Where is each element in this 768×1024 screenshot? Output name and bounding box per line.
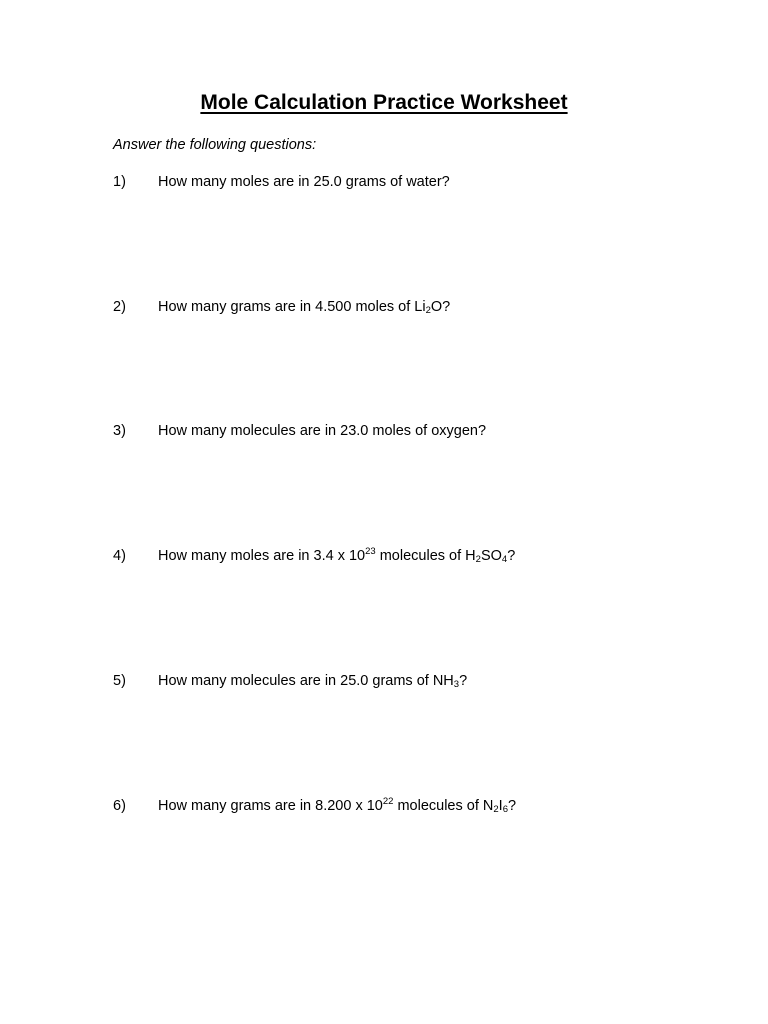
question-text-segment: ?: [459, 673, 468, 689]
question-number: 1): [113, 174, 126, 190]
question-text: [158, 174, 450, 190]
superscript: 22: [382, 796, 394, 807]
question-text: [158, 548, 515, 564]
question-text: [158, 423, 486, 439]
question-text-segment: How many molecules are in 25.0 grams of NH: [158, 673, 454, 689]
subscript: 2: [425, 305, 431, 316]
question-2: [113, 298, 450, 316]
question-number: 5): [113, 673, 126, 689]
question-3: [113, 422, 486, 440]
page-title: Mole Calculation Practice Worksheet: [200, 91, 568, 114]
subscript: 3: [453, 679, 460, 690]
question-text-segment: O?: [430, 299, 451, 315]
question-text: [158, 673, 467, 689]
question-5: [113, 672, 467, 690]
question-6: [113, 797, 516, 815]
question-text-segment: How many moles are in 25.0 grams of water?: [158, 174, 450, 190]
question-text-segment: I: [498, 798, 503, 814]
question-text: [158, 798, 516, 814]
question-number: 4): [113, 548, 126, 564]
question-text-segment: SO: [480, 548, 502, 564]
question-text-segment: How many grams are in 8.200 x 10: [158, 798, 383, 814]
question-number: 3): [113, 423, 126, 439]
question-number: 2): [113, 299, 126, 315]
question-text-segment: molecules of N: [393, 798, 494, 814]
instructions-text: Answer the following questions:: [113, 137, 317, 153]
question-text-segment: How many moles are in 3.4 x 10: [158, 548, 366, 564]
question-number: 6): [113, 798, 126, 814]
question-text-segment: How many molecules are in 23.0 moles of oxygen?: [158, 423, 487, 439]
subscript: 6: [502, 804, 508, 815]
question-text-segment: How many grams are in 4.500 moles of Li: [158, 299, 426, 315]
question-text-segment: ?: [508, 798, 517, 814]
question-4: [113, 547, 515, 565]
subscript: 2: [493, 804, 499, 815]
question-text-segment: ?: [507, 548, 516, 564]
question-text-segment: molecules of H: [375, 548, 476, 564]
subscript: 2: [475, 554, 481, 565]
question-text: [158, 299, 450, 315]
subscript: 4: [501, 554, 508, 565]
question-1: [113, 173, 450, 191]
superscript: 23: [365, 546, 376, 557]
